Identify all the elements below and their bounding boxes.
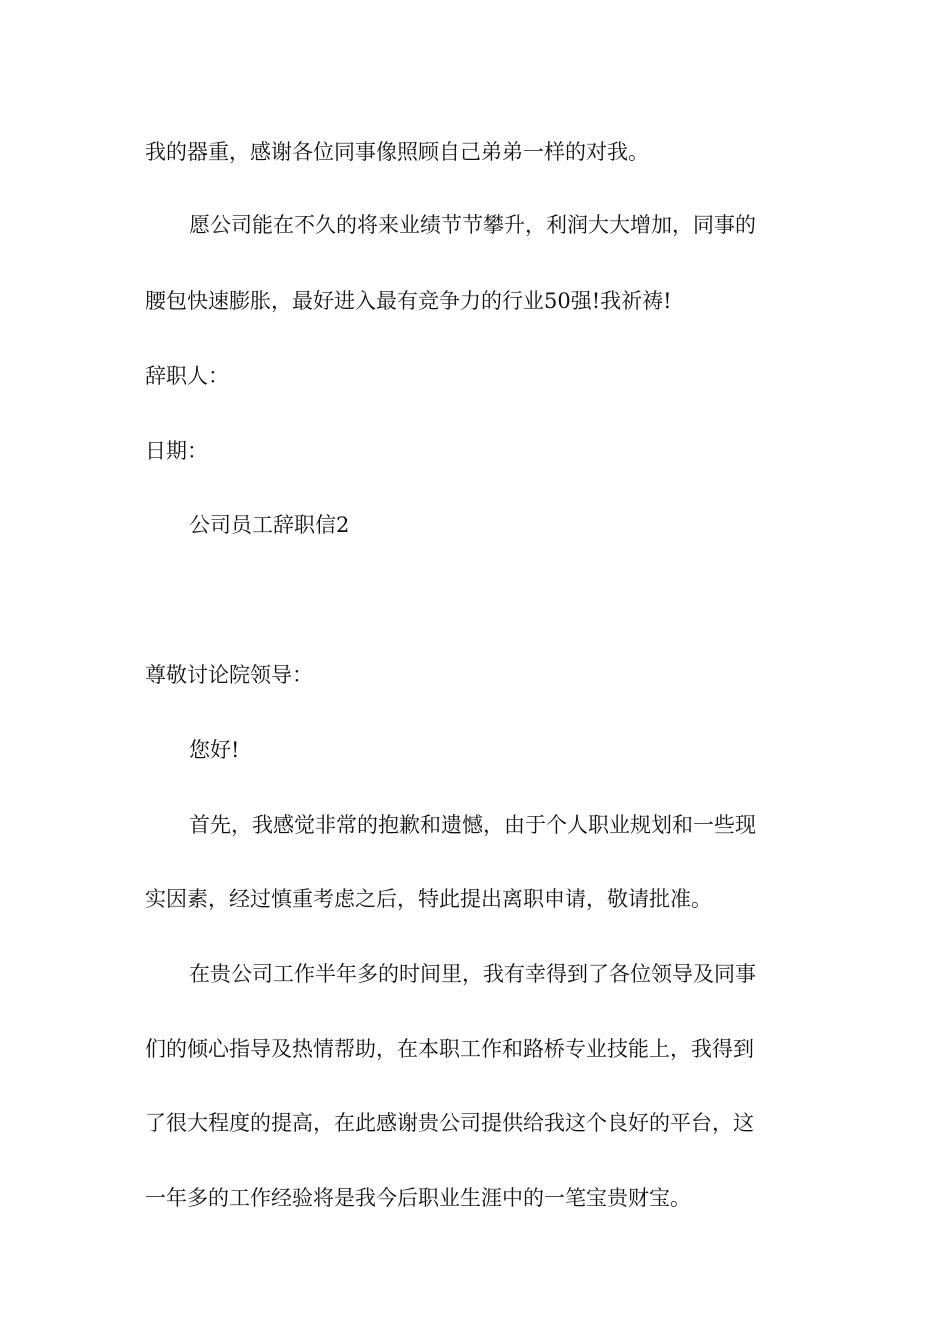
- greeting: 您好!: [189, 738, 240, 762]
- paragraph-line: 们的倾心指导及热情帮助，在本职工作和路桥专业技能上，我得到: [145, 1037, 754, 1061]
- paragraph-line: 了很大程度的提高，在此感谢贵公司提供给我这个良好的平台，这: [145, 1111, 754, 1135]
- paragraph-line: 我的器重，感谢各位同事像照顾自己弟弟一样的对我。: [145, 140, 649, 164]
- signatory-label: 辞职人：: [145, 364, 229, 388]
- section-title: 公司员工辞职信2: [189, 513, 350, 537]
- paragraph-line: 实因素，经过慎重考虑之后，特此提出离职申请，敬请批准。: [145, 887, 712, 911]
- paragraph-line: 愿公司能在不久的将来业绩节节攀升，利润大大增加，同事的: [189, 213, 756, 237]
- date-label: 日期：: [145, 439, 208, 463]
- paragraph-line: 在贵公司工作半年多的时间里，我有幸得到了各位领导及同事: [189, 962, 756, 986]
- paragraph-line: 一年多的工作经验将是我今后职业生涯中的一笔宝贵财宝。: [145, 1186, 691, 1210]
- paragraph-line: 腰包快速膨胀，最好进入最有竞争力的行业50强!我祈祷!: [145, 289, 672, 313]
- paragraph-line: 首先，我感觉非常的抱歉和遗憾，由于个人职业规划和一些现: [189, 813, 756, 837]
- salutation: 尊敬讨论院领导：: [145, 663, 313, 687]
